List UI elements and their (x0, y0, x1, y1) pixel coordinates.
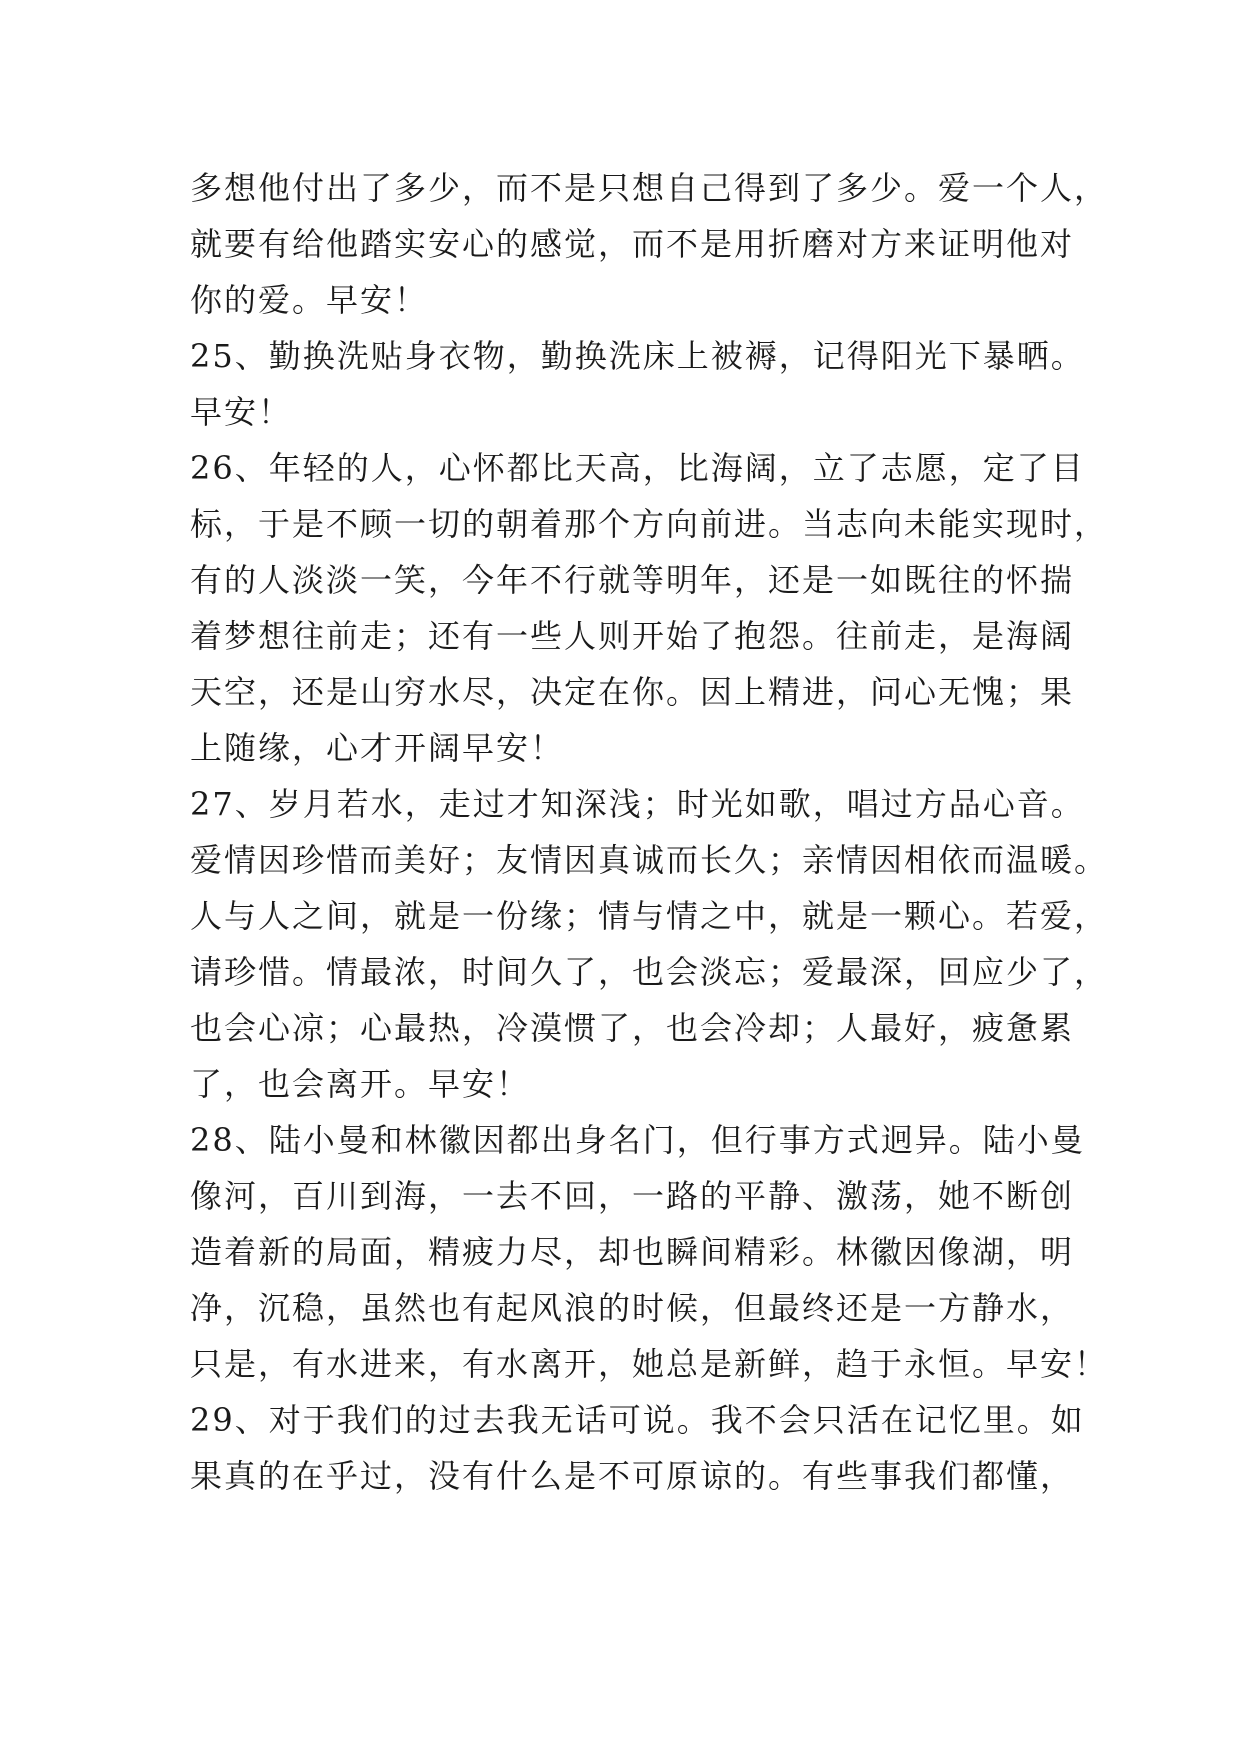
text-line: 早安！ (190, 393, 293, 431)
text-line: 果真的在乎过，没有什么是不可原谅的。有些事我们都懂， (190, 1457, 1075, 1495)
text-line: 像河，百川到海，一去不回，一路的平静、激荡，她不断创 (190, 1177, 1075, 1215)
text-line: 请珍惜。情最浓，时间久了，也会淡忘；爱最深，回应少了， (190, 953, 1109, 991)
text-line: 爱情因珍惜而美好；友情因真诚而长久；亲情因相依而温暖。 (190, 841, 1109, 879)
text-line: 就要有给他踏实安心的感觉，而不是用折磨对方来证明他对 (190, 225, 1075, 263)
text-line: 29、对于我们的过去我无话可说。我不会只活在记忆里。如 (190, 1401, 1085, 1439)
text-line: 27、岁月若水，走过才知深浅；时光如歌，唱过方品心音。 (190, 785, 1085, 823)
document-body (190, 160, 1109, 1504)
text-line: 人与人之间，就是一份缘；情与情之中，就是一颗心。若爱， (190, 897, 1109, 935)
text-line: 净，沉稳，虽然也有起风浪的时候，但最终还是一方静水， (190, 1289, 1075, 1327)
text-line: 28、陆小曼和林徽因都出身名门，但行事方式迥异。陆小曼 (190, 1121, 1085, 1159)
text-line: 25、勤换洗贴身衣物，勤换洗床上被褥，记得阳光下暴晒。 (190, 337, 1085, 375)
text-line: 着梦想往前走；还有一些人则开始了抱怨。往前走，是海阔 (190, 617, 1075, 655)
text-line: 造着新的局面，精疲力尽，却也瞬间精彩。林徽因像湖，明 (190, 1233, 1075, 1271)
text-line: 多想他付出了多少，而不是只想自己得到了多少。爱一个人， (190, 169, 1109, 207)
text-line: 你的爱。早安！ (190, 281, 429, 319)
text-line: 26、年轻的人，心怀都比天高，比海阔，立了志愿，定了目 (190, 449, 1085, 487)
text-line: 只是，有水进来，有水离开，她总是新鲜，趋于永恒。早安！ (190, 1345, 1109, 1383)
text-line: 标，于是不顾一切的朝着那个方向前进。当志向未能实现时， (190, 505, 1109, 543)
text-line: 天空，还是山穷水尽，决定在你。因上精进，问心无愧；果 (190, 673, 1075, 711)
text-line: 也会心凉；心最热，冷漠惯了，也会冷却；人最好，疲惫累 (190, 1009, 1075, 1047)
text-line: 有的人淡淡一笑，今年不行就等明年，还是一如既往的怀揣 (190, 561, 1075, 599)
text-line: 了，也会离开。早安！ (190, 1065, 531, 1103)
text-line: 上随缘，心才开阔早安！ (190, 729, 565, 767)
